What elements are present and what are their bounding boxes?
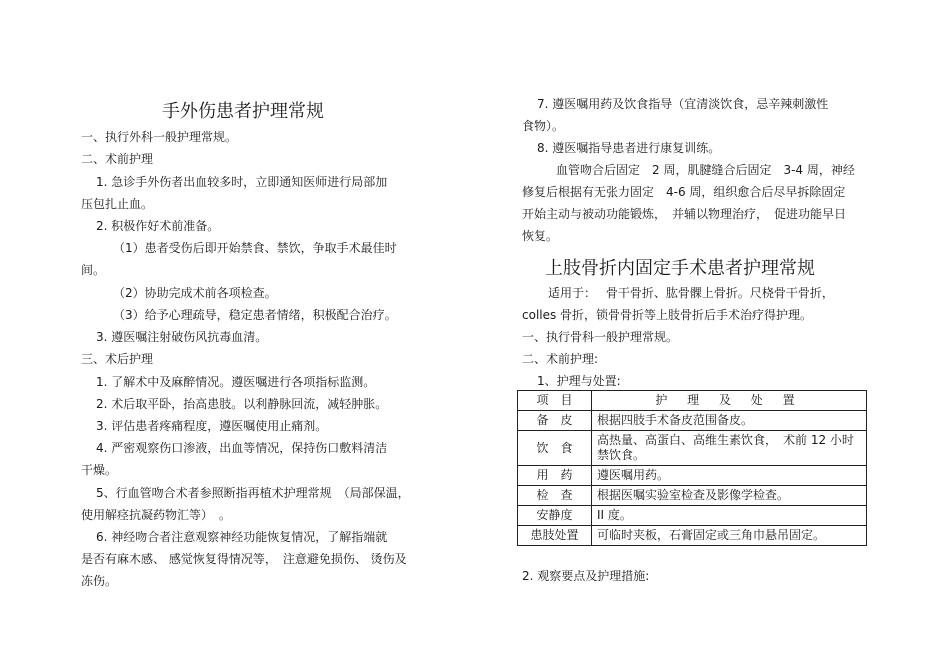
left-line-21: 冻伤。 [81, 574, 118, 588]
table-cell-key: 检 查 [518, 486, 592, 506]
table-header-item: 项 目 [518, 391, 592, 411]
left-line-10: 3. 遵医嘱注射破伤风抗毒血清。 [96, 330, 268, 344]
table-row [518, 486, 867, 506]
right-line-7: 恢复。 [522, 229, 559, 243]
table-row [518, 466, 867, 486]
left-line-12: 1. 了解术中及麻醉情况。遵医嘱进行各项指标监测。 [96, 375, 376, 389]
table-row [518, 411, 867, 431]
left-line-11: 三、术后护理 [81, 352, 154, 366]
left-page-title: 手外伤患者护理常规 [162, 101, 324, 122]
left-line-8: （2）协助完成术前各项检查。 [113, 286, 277, 300]
right-section-title: 上肢骨折内固定手术患者护理常规 [545, 258, 815, 279]
right-care-subheading: 1、护理与处置: [537, 374, 621, 388]
left-line-9: （3）给予心理疏导，稳定患者情绪，积极配合治疗。 [113, 308, 397, 322]
left-line-6: （1）患者受伤后即开始禁食、禁饮，争取手术最佳时 [113, 241, 397, 255]
right-line-6: 开始主动与被动功能锻炼， 并辅以物理治疗， 促进功能早日 [522, 207, 847, 221]
left-line-13: 2. 术后取平卧，抬高患肢。以利静脉回流，减轻肿胀。 [96, 397, 388, 411]
right-line-2: 食物）。 [522, 119, 565, 133]
table-row [518, 431, 867, 466]
care-table [517, 390, 867, 546]
table-cell-value: 高热量、高蛋白、高维生素饮食， 术前 12 小时禁饮食。 [592, 431, 867, 466]
left-line-16: 干燥。 [81, 463, 118, 477]
table-cell-value: 遵医嘱用药。 [592, 466, 867, 486]
left-line-15: 4. 严密观察伤口渗液，出血等情况，保持伤口敷料清洁 [96, 441, 388, 455]
table-row [518, 526, 867, 546]
left-line-3: 1. 急诊手外伤者出血较多时，立即通知医师进行局部加 [96, 175, 388, 189]
right-line-3: 8. 遵医嘱指导患者进行康复训练。 [537, 141, 721, 155]
table-cell-value: 根据四肢手术备皮范围备皮。 [592, 411, 867, 431]
right-observation-heading: 2. 观察要点及护理措施: [522, 569, 650, 583]
left-line-7: 间。 [81, 263, 106, 277]
table-cell-key: 备 皮 [518, 411, 592, 431]
right-scope-line-1: 适用于： 骨干骨折、肱骨髁上骨折。尺桡骨干骨折， [548, 286, 834, 300]
left-line-20: 是否有麻木感、 感觉恢复得情况等， 注意避免损伤、 烫伤及 [81, 552, 407, 566]
left-line-17: 5、行血管吻合术者参照断指再植术护理常规 （局部保温， [96, 486, 410, 500]
table-header-care: 护 理 及 处 置 [592, 391, 867, 411]
table-cell-value: 可临时夹板，石膏固定或三角巾悬吊固定。 [592, 526, 867, 546]
table-cell-value: II 度。 [592, 506, 867, 526]
left-line-4: 压包扎止血。 [81, 197, 154, 211]
left-line-18: 使用解痉抗凝药物汇等） 。 [81, 508, 232, 522]
right-line-1: 7. 遵医嘱用药及饮食指导（宜清淡饮食，忌辛辣刺激性 [537, 97, 829, 111]
right-scope-line-2: colles 骨折，锁骨骨折等上肢骨折后手术治疗得护理。 [522, 308, 813, 322]
left-line-2: 二、术前护理 [81, 152, 154, 166]
left-line-14: 3. 评估患者疼痛程度，遵医嘱使用止痛剂。 [96, 419, 328, 433]
right-line-4: 血管吻合后固定 2 周，肌腱缝合后固定 3-4 周，神经 [556, 163, 855, 177]
table-row [518, 506, 867, 526]
table-cell-value: 根据医嘱实验室检查及影像学检查。 [592, 486, 867, 506]
table-header-row [518, 391, 867, 411]
table-cell-key: 安静度 [518, 506, 592, 526]
left-line-5: 2. 积极作好术前准备。 [96, 219, 220, 233]
right-general-care: 一、执行骨科一般护理常规。 [522, 330, 679, 344]
right-preop-heading: 二、术前护理: [522, 352, 599, 366]
left-line-19: 6. 神经吻合者注意观察神经功能恢复情况，了解指端就 [96, 530, 388, 544]
table-cell-key: 饮 食 [518, 431, 592, 466]
left-line-1: 一、执行外科一般护理常规。 [81, 130, 238, 144]
table-cell-key: 患肢处置 [518, 526, 592, 546]
table-cell-key: 用 药 [518, 466, 592, 486]
right-line-5: 修复后根据有无张力固定 4-6 周，组织愈合后尽早拆除固定 [522, 185, 846, 199]
